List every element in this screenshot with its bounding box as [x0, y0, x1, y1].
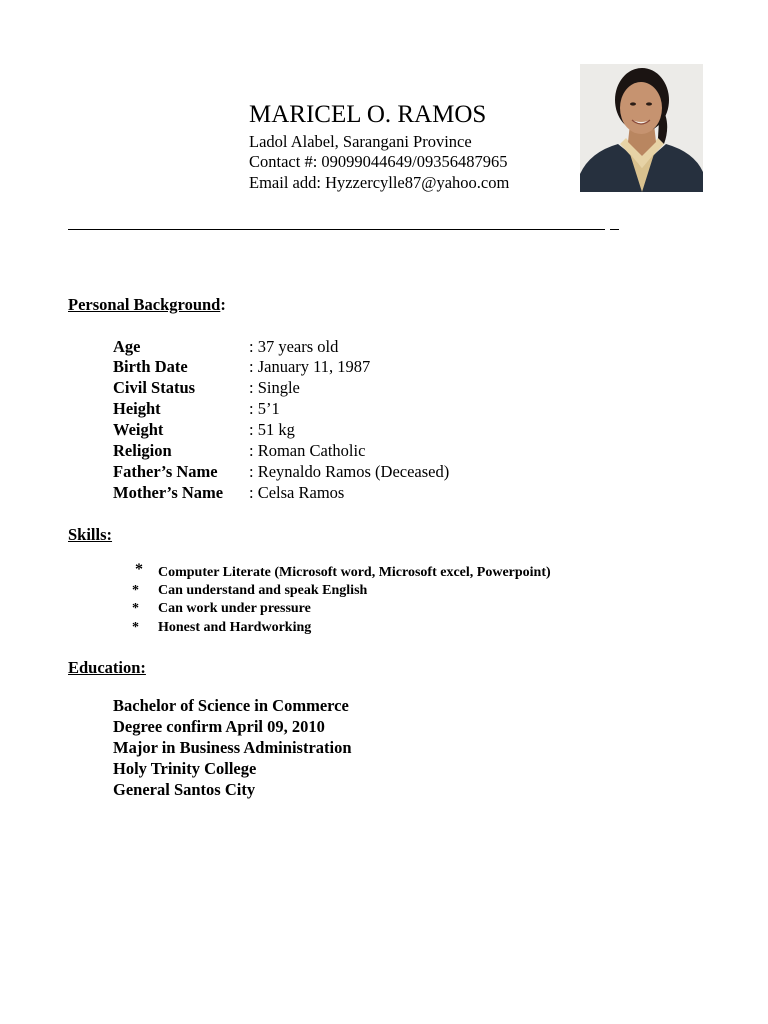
religion-label: Religion	[113, 441, 172, 460]
fathers-name-value: : Reynaldo Ramos (Deceased)	[249, 462, 450, 481]
mothers-name-label: Mother’s Name	[113, 483, 224, 502]
weight-label: Weight	[113, 420, 164, 439]
skills-title: Skills:	[68, 525, 113, 544]
fathers-name-label: Father’s Name	[113, 462, 218, 481]
skill-item: Can understand and speak English	[158, 583, 368, 598]
personal-background-colon: :	[220, 295, 226, 314]
mothers-name-value: : Celsa Ramos	[249, 483, 345, 502]
height-value: : 5’1	[249, 399, 280, 418]
personal-background-title: Personal Background	[68, 295, 221, 314]
civil-status-value: : Single	[249, 378, 300, 397]
address: Ladol Alabel, Sarangani Province	[249, 132, 472, 151]
bullet-icon: *	[132, 620, 139, 635]
education-heading	[68, 658, 146, 678]
contact-number: Contact #: 09099044649/09356487965	[249, 152, 508, 171]
education-line: Major in Business Administration	[113, 738, 352, 757]
birth-date-value: : January 11, 1987	[249, 357, 371, 376]
email-address: Email add: Hyzzercylle87@yahoo.com	[249, 173, 510, 192]
applicant-name: MARICEL O. RAMOS	[249, 101, 487, 128]
header-divider-dash	[610, 229, 619, 230]
bullet-icon: *	[132, 601, 139, 616]
education-line: Bachelor of Science in Commerce	[113, 696, 349, 715]
age-value: : 37 years old	[249, 337, 339, 356]
profile-photo	[580, 64, 703, 192]
education-line: Holy Trinity College	[113, 759, 257, 778]
skill-item: Computer Literate (Microsoft word, Microsoft excel, Powerpoint)	[158, 565, 551, 580]
skill-item: Honest and Hardworking	[158, 620, 312, 635]
civil-status-label: Civil Status	[113, 378, 196, 397]
bullet-icon: *	[135, 561, 143, 578]
education-line: General Santos City	[113, 780, 256, 799]
age-label: Age	[113, 337, 141, 356]
birth-date-label: Birth Date	[113, 357, 188, 376]
skills-heading	[68, 525, 112, 545]
bullet-icon: *	[132, 583, 139, 598]
education-line: Degree confirm April 09, 2010	[113, 717, 325, 736]
header-divider	[68, 229, 605, 230]
height-label: Height	[113, 399, 161, 418]
religion-value: : Roman Catholic	[249, 441, 366, 460]
weight-value: : 51 kg	[249, 420, 295, 439]
education-title: Education:	[68, 658, 146, 677]
personal-background-heading	[68, 295, 226, 315]
skill-item: Can work under pressure	[158, 601, 311, 616]
